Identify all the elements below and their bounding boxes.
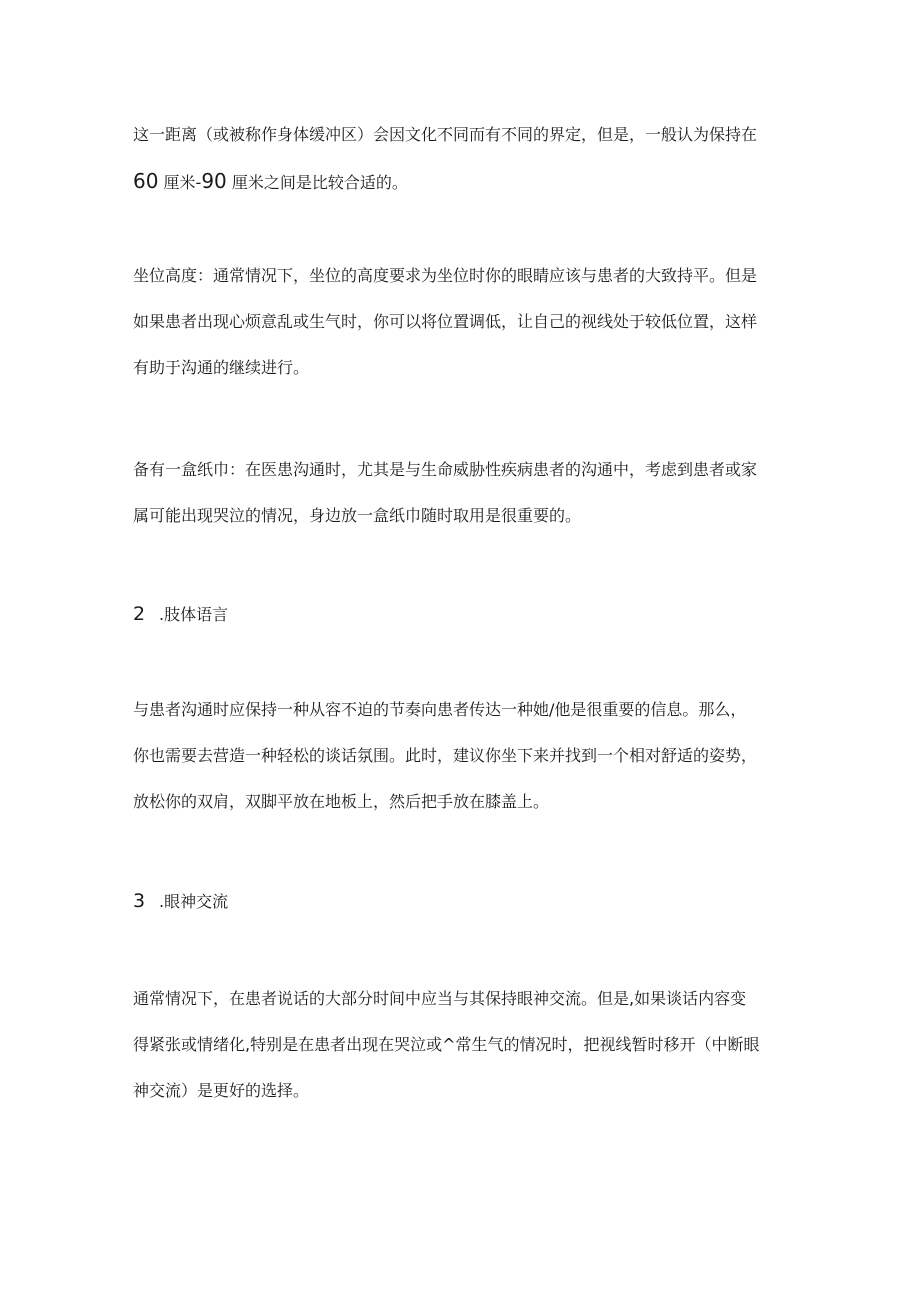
distance-value-max: 90 — [201, 169, 227, 193]
section-heading-body-language — [133, 599, 228, 630]
paragraph-line: 如果患者出现心烦意乱或生气时，你可以将位置调低，让自己的视线处于较低位置，这样 — [133, 312, 758, 331]
paragraph-line: 坐位高度：通常情况下，坐位的高度要求为坐位时你的眼睛应该与患者的大致持平。但是 — [133, 266, 758, 285]
paragraph-line: 这一距离（或被称作身体缓冲区）会因文化不同而有不同的界定，但是，一般认为保持在 — [133, 125, 758, 144]
paragraph-eye-contact — [133, 976, 803, 1114]
paragraph-line: 备有一盒纸巾：在医患沟通时，尤其是与生命威胁性疾病患者的沟通中，考虑到患者或家 — [133, 460, 758, 479]
section-title: .肢体语言 — [159, 605, 229, 624]
paragraph-line: 神交流）是更好的选择。 — [133, 1081, 310, 1100]
distance-suffix-text: 厘米之间是比较合适的。 — [226, 173, 408, 192]
section-title: .眼神交流 — [159, 892, 229, 911]
paragraph-line: 得紧张或情绪化,特别是在患者出现在哭泣或^常生气的情况时，把视线暂时移开（中断眼 — [133, 1035, 760, 1054]
paragraph-tissue-box — [133, 447, 803, 539]
paragraph-line: 有助于沟通的继续进行。 — [133, 358, 310, 377]
distance-value-min: 60 — [133, 169, 159, 193]
paragraph-line: 与患者沟通时应保持一种从容不迫的节奏向患者传达一种她/他是很重要的信息。那么， — [133, 700, 747, 719]
paragraph-line: 放松你的双肩，双脚平放在地板上，然后把手放在膝盖上。 — [133, 792, 550, 811]
paragraph-line: 属可能出现哭泣的情况，身边放一盒纸巾随时取用是很重要的。 — [133, 506, 582, 525]
paragraph-seat-height — [133, 253, 803, 391]
distance-unit-text: 厘米- — [158, 173, 202, 192]
paragraph-line: 你也需要去营造一种轻松的谈话氛围。此时，建议你坐下来并找到一个相对舒适的姿势， — [133, 746, 758, 765]
section-heading-eye-contact — [133, 886, 228, 917]
paragraph-line: 通常情况下，在患者说话的大部分时间中应当与其保持眼神交流。但是,如果谈话内容变 — [133, 989, 747, 1008]
section-number: 3 — [133, 890, 146, 912]
paragraph-buffer-distance — [133, 112, 803, 206]
paragraph-line — [133, 158, 803, 206]
paragraph-body-language — [133, 687, 803, 825]
section-number: 2 — [133, 603, 146, 625]
